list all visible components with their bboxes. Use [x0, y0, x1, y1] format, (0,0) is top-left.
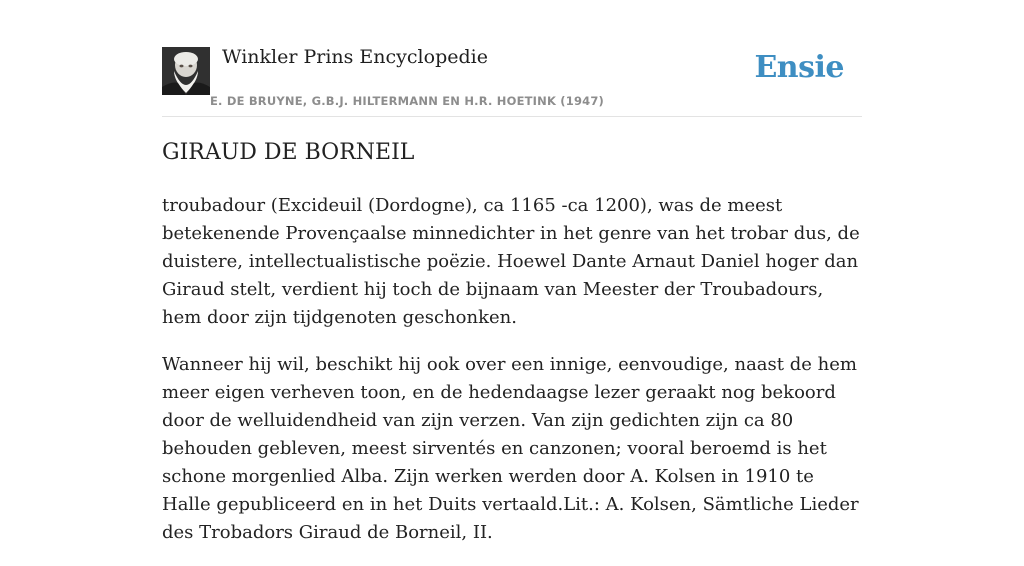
- ensie-logo[interactable]: Ensie: [754, 50, 844, 85]
- author-avatar-icon[interactable]: [162, 47, 210, 95]
- entry-body: [162, 192, 862, 566]
- source-title[interactable]: Winkler Prins Encyclopedie: [222, 46, 488, 68]
- source-header: [162, 46, 862, 117]
- entry-paragraph: troubadour (Excideuil (Dordogne), ca 1165 -ca 1200), was de meest betekenende Provençaalse minnedichter in het genre van het trobar dus, de duistere, intellectualistische poëzie. Hoewel Dante Arnaut Daniel hoger dan Giraud stelt, verdient hij toch de bijnaam van Meester der Troubadours, hem door zijn tijdgenoten geschonken.: [162, 195, 860, 328]
- entry-paragraph: Wanneer hij wil, beschikt hij ook over een innige, eenvoudige, naast de hem meer eigen verheven toon, en de hedendaagse lezer geraakt nog bekoord door de welluidendheid van zijn verzen. Van zijn gedichten zijn ca 80 behouden gebleven, meest sirventés en canzonen; vooral beroemd is het schone morgenlied Alba. Zijn werken werden door A. Kolsen in 1910 te Halle gepubliceerd en in het Duits vertaald.Lit.: A. Kolsen, Sämtliche Lieder des Trobadors Giraud de Borneil, II.: [162, 354, 859, 543]
- source-authors: E. DE BRUYNE, G.B.J. HILTERMANN EN H.R. HOETINK (1947): [210, 94, 605, 108]
- entry-title: GIRAUD DE BORNEIL: [162, 140, 415, 165]
